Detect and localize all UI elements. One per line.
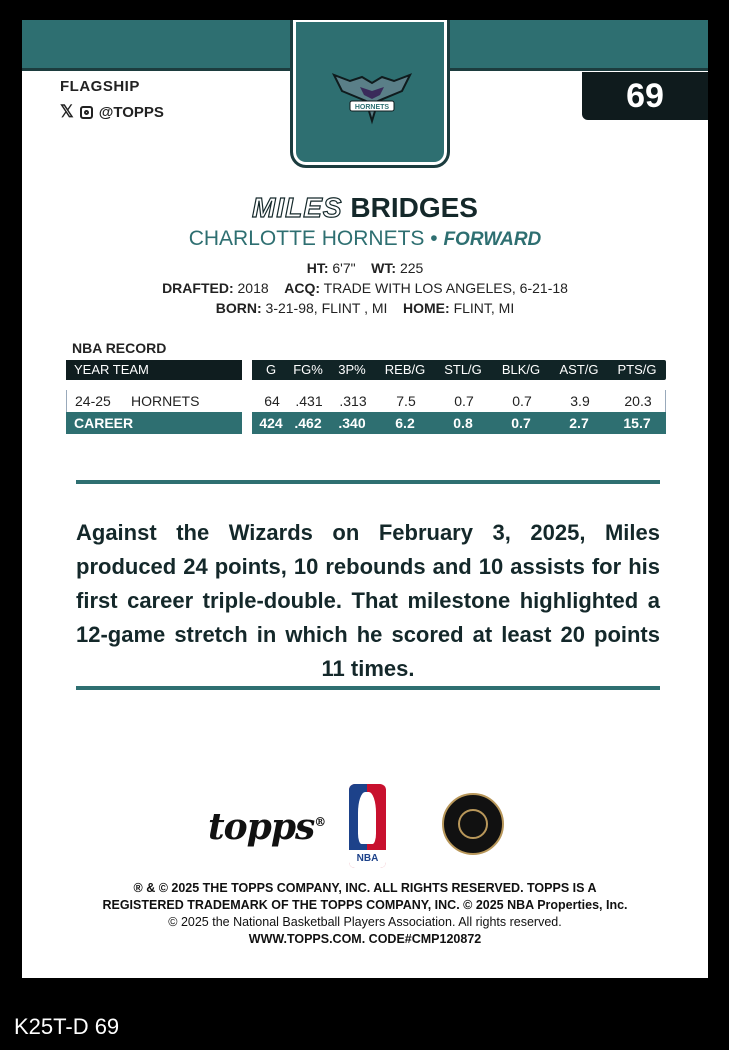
drafted-label: DRAFTED:: [162, 280, 234, 296]
row-fg: .431: [295, 393, 323, 409]
col-header-pts: PTS/G: [617, 362, 657, 377]
team-logo-text: HORNETS: [354, 104, 390, 111]
legal-line-2: REGISTERED TRADEMARK OF THE TOPPS COMPANY, INC. © 2025 NBA Properties, Inc.: [102, 898, 628, 912]
card-back: [22, 20, 708, 978]
player-last-name: BRIDGES: [350, 192, 478, 223]
divider-top: [76, 480, 660, 484]
career-stl: 0.8: [453, 415, 473, 431]
stats-gap: [66, 380, 666, 390]
player-name: [22, 192, 708, 224]
nba-logo: [349, 784, 386, 868]
col-header-3p: 3P%: [338, 362, 366, 377]
career-label: CAREER: [74, 415, 134, 431]
set-name: FLAGSHIP: [60, 78, 140, 95]
bio-line-1: [22, 260, 708, 276]
wt-value: 225: [399, 260, 424, 276]
career-pts: 15.7: [623, 415, 651, 431]
acq-label: ACQ:: [284, 280, 320, 296]
player-blurb: Against the Wizards on February 3, 2025, Miles produced 24 points, 10 rebounds and 10 assists for his first career triple-double. That milestone highlighted a 12-game stretch in which he scored at least 20 points 11 times.: [76, 520, 660, 681]
hornets-logo: [332, 61, 412, 125]
nbpa-logo: [442, 793, 504, 855]
team-line: [22, 227, 708, 251]
player-first-name: MILES: [252, 192, 343, 223]
row-separator: [243, 390, 253, 412]
social-handle: @TOPPS: [98, 103, 164, 121]
col-header-reb: REB/G: [384, 362, 426, 377]
col-header-stl: STL/G: [444, 362, 482, 377]
instagram-icon: [80, 106, 93, 119]
catalog-label: K25T-D 69: [14, 1014, 120, 1039]
bullet: •: [430, 227, 438, 250]
table-row-career: [66, 412, 666, 434]
home-value: FLINT, MI: [453, 300, 515, 316]
row-blk: 0.7: [512, 393, 532, 409]
card-number: 69: [582, 72, 708, 120]
born-label: BORN:: [215, 300, 262, 316]
stats-header: [66, 360, 666, 380]
drafted-value: 2018: [237, 280, 269, 296]
row-3p: .313: [339, 393, 367, 409]
career-g: 424: [259, 415, 283, 431]
team-logo-tab: [290, 20, 450, 168]
ht-label: HT:: [306, 260, 329, 276]
year-team-header: YEAR TEAM: [74, 362, 149, 377]
ht-value: 6'7": [332, 260, 356, 276]
acq-value: TRADE WITH LOS ANGELES, 6-21-18: [323, 280, 568, 296]
row-ast: 3.9: [570, 393, 590, 409]
legal-line-3: © 2025 the National Basketball Players Association. All rights reserved.: [168, 915, 562, 929]
legal-line-1: ® & © 2025 THE TOPPS COMPANY, INC. ALL RIGHTS RESERVED. TOPPS IS A: [133, 881, 597, 895]
row-stl: 0.7: [454, 393, 474, 409]
col-header-g: G: [265, 362, 277, 377]
wt-label: WT:: [371, 260, 397, 276]
legal-text: [22, 880, 708, 948]
topps-logo: topps®: [208, 806, 326, 848]
row-reb: 7.5: [396, 393, 416, 409]
career-fg: .462: [294, 415, 322, 431]
topps-logo-text: topps: [208, 806, 315, 848]
career-3p: .340: [338, 415, 366, 431]
position: FORWARD: [443, 229, 542, 250]
bio-line-2: [22, 280, 708, 296]
social-row: [60, 102, 164, 122]
row-g: 64: [264, 393, 280, 409]
career-blk: 0.7: [511, 415, 531, 431]
stats-table: [66, 360, 666, 434]
legal-line-4: WWW.TOPPS.COM. CODE#CMP120872: [248, 932, 482, 946]
row-team: HORNETS: [131, 393, 200, 409]
nba-logo-text: NBA: [349, 850, 386, 868]
bio-line-3: [22, 300, 708, 316]
x-icon: 𝕏: [60, 102, 74, 121]
col-header-blk: BLK/G: [501, 362, 541, 377]
career-ast: 2.7: [569, 415, 589, 431]
row-separator: [242, 412, 252, 434]
col-header-ast: AST/G: [559, 362, 599, 377]
row-year: 24-25: [75, 393, 111, 409]
record-title: NBA RECORD: [72, 340, 167, 356]
col-header-fg: FG%: [293, 362, 323, 377]
divider-bottom: [76, 686, 660, 690]
home-label: HOME:: [403, 300, 450, 316]
born-value: 3-21-98, FLINT , MI: [265, 300, 388, 316]
table-row: [66, 390, 666, 412]
career-reb: 6.2: [395, 415, 415, 431]
row-pts: 20.3: [624, 393, 652, 409]
team-name: CHARLOTTE HORNETS: [188, 227, 425, 250]
